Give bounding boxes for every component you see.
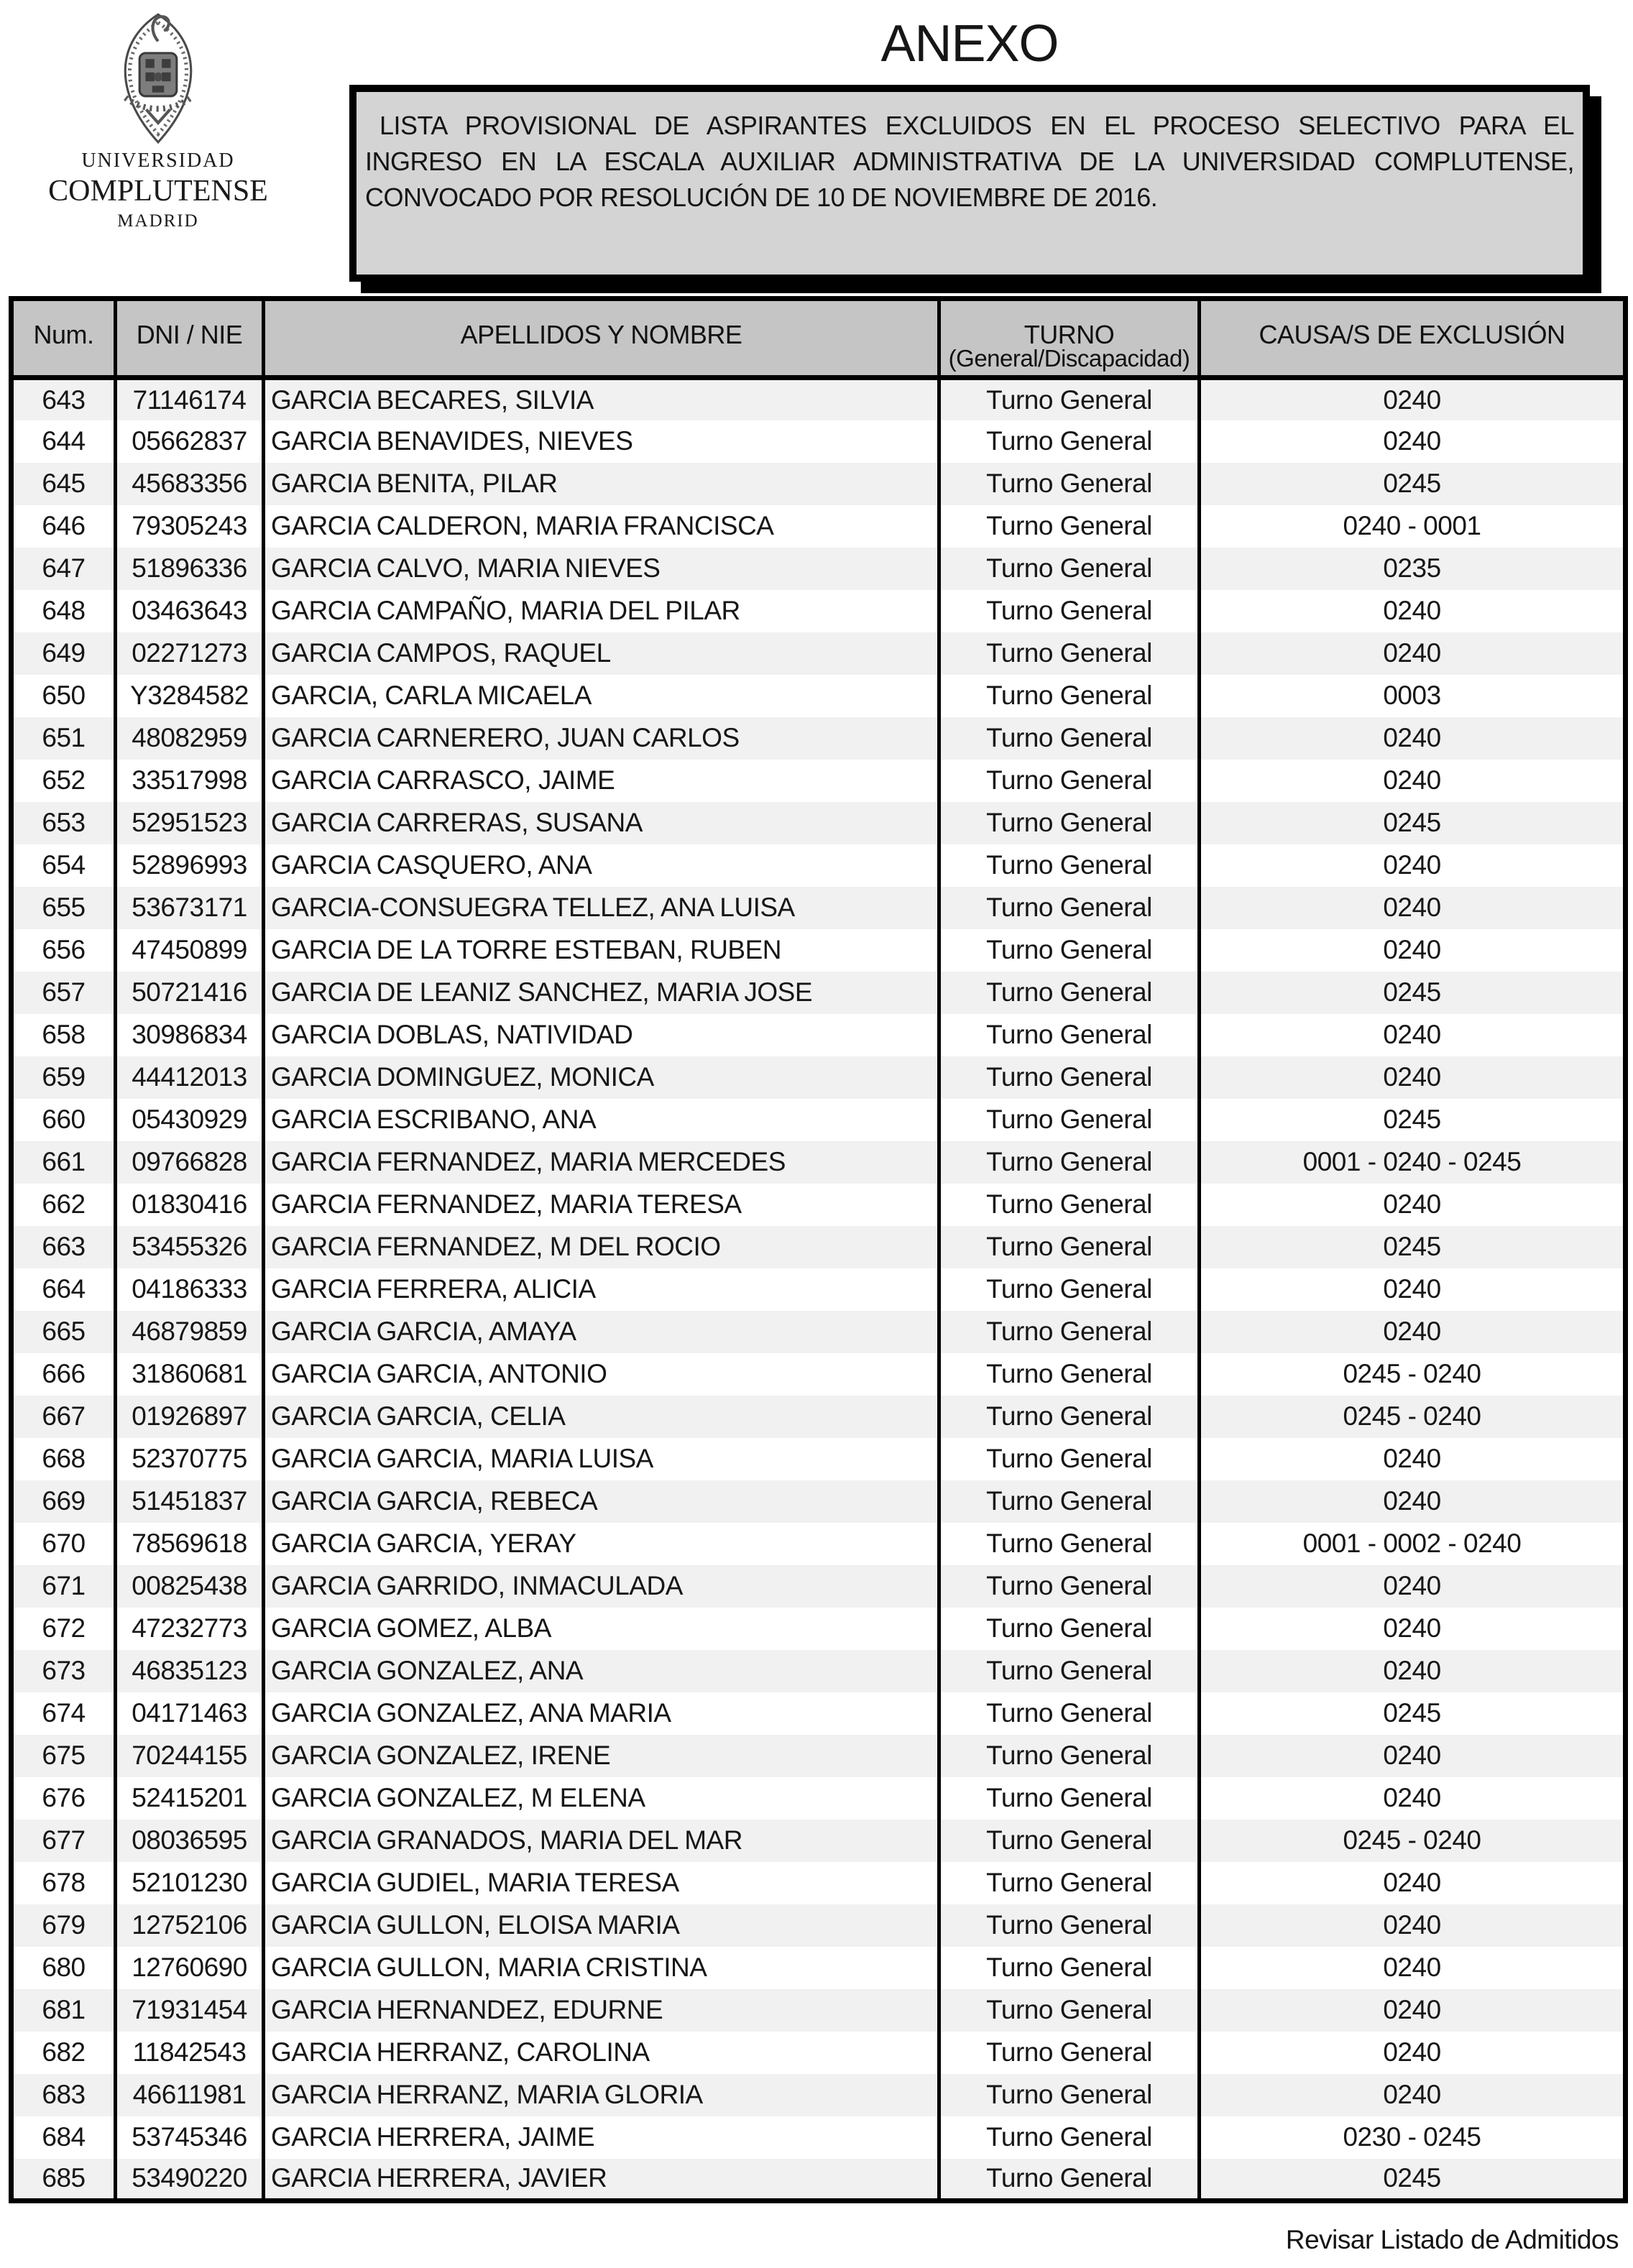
row-causa: 0240 — [1200, 1480, 1626, 1523]
row-causa: 0245 — [1200, 1692, 1626, 1735]
row-num: 648 — [42, 596, 86, 625]
row-causa: 0240 — [1200, 590, 1626, 632]
row-num: 679 — [42, 1910, 86, 1940]
row-causa: 0245 — [1200, 1099, 1626, 1141]
table-row — [12, 972, 1626, 1014]
row-name: GARCIA GARCIA, YERAY — [264, 1523, 939, 1565]
row-num: 675 — [42, 1741, 86, 1770]
row-name: GARCIA FERNANDEZ, MARIA MERCEDES — [264, 1141, 939, 1184]
row-turno: Turno General — [939, 802, 1200, 844]
row-name: GARCIA GARRIDO, INMACULADA — [264, 1565, 939, 1608]
row-turno: Turno General — [939, 1099, 1200, 1141]
table-row — [12, 1056, 1626, 1099]
row-causa: 0240 — [1200, 1565, 1626, 1608]
row-dni: 04171463 — [116, 1692, 264, 1735]
row-dni: 09766828 — [116, 1141, 264, 1184]
row-dni: 50721416 — [116, 972, 264, 1014]
row-num: 674 — [42, 1698, 86, 1728]
row-num: 673 — [42, 1656, 86, 1685]
table-row — [12, 929, 1626, 972]
row-name: GARCIA GULLON, ELOISA MARIA — [264, 1904, 939, 1947]
row-name: GARCIA FERNANDEZ, MARIA TERESA — [264, 1184, 939, 1226]
table-row — [12, 1777, 1626, 1820]
table-row — [12, 1862, 1626, 1904]
table-row — [12, 717, 1626, 760]
row-name: GARCIA CARNERERO, JUAN CARLOS — [264, 717, 939, 760]
row-causa: 0245 — [1200, 2159, 1626, 2201]
row-dni: 53745346 — [116, 2116, 264, 2159]
row-name: GARCIA BECARES, SILVIA — [264, 378, 939, 420]
ucm-seal-icon — [47, 11, 270, 145]
table-row — [12, 1099, 1626, 1141]
row-turno: Turno General — [939, 887, 1200, 929]
row-turno: Turno General — [939, 1226, 1200, 1268]
row-causa: 0240 — [1200, 717, 1626, 760]
excluded-applicants-table — [9, 296, 1628, 2203]
row-causa: 0240 — [1200, 887, 1626, 929]
table-row — [12, 844, 1626, 887]
row-num: 656 — [42, 935, 86, 964]
row-dni: 52370775 — [116, 1438, 264, 1480]
table-row — [12, 548, 1626, 590]
row-causa: 0245 — [1200, 1226, 1626, 1268]
row-causa: 0240 — [1200, 1184, 1626, 1226]
table-row — [12, 1820, 1626, 1862]
row-causa: 0240 — [1200, 929, 1626, 972]
table-row — [12, 675, 1626, 717]
row-num: 662 — [42, 1189, 86, 1219]
row-causa: 0240 — [1200, 844, 1626, 887]
row-dni: 71931454 — [116, 1989, 264, 2032]
row-dni: 46611981 — [116, 2074, 264, 2116]
row-turno: Turno General — [939, 717, 1200, 760]
row-name: GARCIA GONZALEZ, IRENE — [264, 1735, 939, 1777]
row-name: GARCIA GRANADOS, MARIA DEL MAR — [264, 1820, 939, 1862]
row-dni: 48082959 — [116, 717, 264, 760]
table-header-row — [12, 299, 1626, 378]
row-name: GARCIA HERRANZ, MARIA GLORIA — [264, 2074, 939, 2116]
row-name: GARCIA FERRERA, ALICIA — [264, 1268, 939, 1311]
row-causa: 0240 — [1200, 1311, 1626, 1353]
row-turno: Turno General — [939, 2074, 1200, 2116]
row-causa: 0240 — [1200, 2074, 1626, 2116]
row-dni: Y3284582 — [116, 675, 264, 717]
table-row — [12, 1141, 1626, 1184]
row-turno: Turno General — [939, 505, 1200, 548]
row-num: 681 — [42, 1995, 86, 2024]
row-dni: 04186333 — [116, 1268, 264, 1311]
row-causa: 0240 — [1200, 1777, 1626, 1820]
row-name: GARCIA CARRERAS, SUSANA — [264, 802, 939, 844]
row-num: 685 — [42, 2163, 86, 2193]
row-dni: 11842543 — [116, 2032, 264, 2074]
row-name: GARCIA HERNANDEZ, EDURNE — [264, 1989, 939, 2032]
row-num: 664 — [42, 1274, 86, 1304]
row-dni: 02271273 — [116, 632, 264, 675]
row-name: GARCIA GUDIEL, MARIA TERESA — [264, 1862, 939, 1904]
row-num: 669 — [42, 1486, 86, 1516]
row-name: GARCIA DE LEANIZ SANCHEZ, MARIA JOSE — [264, 972, 939, 1014]
notice-line-2: INGRESO EN LA ESCALA AUXILIAR ADMINISTRATIVA DE LA UNIVERSIDAD COMPLUTENSE, — [365, 147, 1574, 176]
row-causa: 0003 — [1200, 675, 1626, 717]
row-dni: 52101230 — [116, 1862, 264, 1904]
table-row — [12, 378, 1626, 420]
row-num: 678 — [42, 1868, 86, 1897]
logo-text-madrid: MADRID — [117, 211, 199, 231]
row-dni: 08036595 — [116, 1820, 264, 1862]
row-turno: Turno General — [939, 1735, 1200, 1777]
row-dni: 46879859 — [116, 1311, 264, 1353]
row-causa: 0240 — [1200, 1735, 1626, 1777]
row-turno: Turno General — [939, 1947, 1200, 1989]
table-row — [12, 2159, 1626, 2201]
row-dni: 00825438 — [116, 1565, 264, 1608]
row-num: 651 — [42, 723, 86, 752]
column-header-turno-label: TURNO — [1024, 320, 1115, 349]
row-turno: Turno General — [939, 760, 1200, 802]
row-name: GARCIA GOMEZ, ALBA — [264, 1608, 939, 1650]
row-name: GARCIA CAMPOS, RAQUEL — [264, 632, 939, 675]
row-name: GARCIA GONZALEZ, ANA MARIA — [264, 1692, 939, 1735]
row-num: 660 — [42, 1105, 86, 1134]
row-causa: 0240 — [1200, 1862, 1626, 1904]
row-turno: Turno General — [939, 1608, 1200, 1650]
row-turno: Turno General — [939, 1184, 1200, 1226]
row-causa: 0240 — [1200, 632, 1626, 675]
row-causa: 0240 — [1200, 378, 1626, 420]
row-num: 661 — [42, 1147, 86, 1176]
table-row — [12, 887, 1626, 929]
row-num: 663 — [42, 1232, 86, 1261]
row-turno: Turno General — [939, 378, 1200, 420]
row-causa: 0235 — [1200, 548, 1626, 590]
row-dni: 53490220 — [116, 2159, 264, 2201]
row-turno: Turno General — [939, 548, 1200, 590]
footer-note: Revisar Listado de Admitidos — [1285, 2225, 1619, 2254]
row-dni: 52951523 — [116, 802, 264, 844]
row-turno: Turno General — [939, 1056, 1200, 1099]
table-row — [12, 1480, 1626, 1523]
row-causa: 0240 — [1200, 420, 1626, 463]
table-row — [12, 1226, 1626, 1268]
table-row — [12, 505, 1626, 548]
row-name: GARCIA GARCIA, AMAYA — [264, 1311, 939, 1353]
row-dni: 70244155 — [116, 1735, 264, 1777]
table-row — [12, 2074, 1626, 2116]
university-logo — [47, 11, 270, 231]
row-turno: Turno General — [939, 1480, 1200, 1523]
row-dni: 51451837 — [116, 1480, 264, 1523]
row-turno: Turno General — [939, 1523, 1200, 1565]
row-turno: Turno General — [939, 1862, 1200, 1904]
row-causa: 0240 — [1200, 1904, 1626, 1947]
row-turno: Turno General — [939, 1565, 1200, 1608]
row-num: 682 — [42, 2037, 86, 2067]
row-num: 657 — [42, 977, 86, 1007]
table-row — [12, 1692, 1626, 1735]
notice-line-1: LISTA PROVISIONAL DE ASPIRANTES EXCLUIDOS EN EL PROCESO SELECTIVO PARA EL — [380, 111, 1574, 140]
row-turno: Turno General — [939, 420, 1200, 463]
row-causa: 0245 - 0240 — [1200, 1396, 1626, 1438]
row-num: 654 — [42, 850, 86, 880]
row-num: 670 — [42, 1529, 86, 1558]
row-num: 680 — [42, 1953, 86, 1982]
row-num: 684 — [42, 2122, 86, 2152]
row-num: 658 — [42, 1020, 86, 1049]
table-row — [12, 1565, 1626, 1608]
row-turno: Turno General — [939, 2159, 1200, 2201]
row-name: GARCIA DE LA TORRE ESTEBAN, RUBEN — [264, 929, 939, 972]
row-name: GARCIA CALDERON, MARIA FRANCISCA — [264, 505, 939, 548]
row-num: 653 — [42, 808, 86, 837]
row-causa: 0240 — [1200, 1014, 1626, 1056]
table-row — [12, 1904, 1626, 1947]
row-name: GARCIA DOMINGUEZ, MONICA — [264, 1056, 939, 1099]
row-name: GARCIA-CONSUEGRA TELLEZ, ANA LUISA — [264, 887, 939, 929]
row-name: GARCIA FERNANDEZ, M DEL ROCIO — [264, 1226, 939, 1268]
table-row — [12, 1353, 1626, 1396]
row-turno: Turno General — [939, 1989, 1200, 2032]
row-dni: 52896993 — [116, 844, 264, 887]
column-header-num: Num. — [12, 299, 116, 378]
row-dni: 05662837 — [116, 420, 264, 463]
row-num: 644 — [42, 426, 86, 456]
row-num: 668 — [42, 1444, 86, 1473]
row-dni: 51896336 — [116, 548, 264, 590]
table-row — [12, 1608, 1626, 1650]
table-row — [12, 632, 1626, 675]
row-turno: Turno General — [939, 1141, 1200, 1184]
row-name: GARCIA GONZALEZ, M ELENA — [264, 1777, 939, 1820]
row-turno: Turno General — [939, 1268, 1200, 1311]
row-num: 671 — [42, 1571, 86, 1600]
table-row — [12, 2116, 1626, 2159]
table-row — [12, 1438, 1626, 1480]
row-turno: Turno General — [939, 632, 1200, 675]
row-dni: 53455326 — [116, 1226, 264, 1268]
logo-text-complutense: COMPLUTENSE — [48, 175, 268, 208]
table-row — [12, 1014, 1626, 1056]
row-dni: 01926897 — [116, 1396, 264, 1438]
notice-box — [349, 85, 1590, 282]
row-causa: 0240 — [1200, 1989, 1626, 2032]
row-turno: Turno General — [939, 1820, 1200, 1862]
row-turno: Turno General — [939, 463, 1200, 505]
row-name: GARCIA ESCRIBANO, ANA — [264, 1099, 939, 1141]
row-name: GARCIA GONZALEZ, ANA — [264, 1650, 939, 1692]
row-name: GARCIA HERRERA, JAIME — [264, 2116, 939, 2159]
row-turno: Turno General — [939, 1438, 1200, 1480]
row-causa: 0245 — [1200, 972, 1626, 1014]
row-name: GARCIA GARCIA, ANTONIO — [264, 1353, 939, 1396]
row-causa: 0001 - 0240 - 0245 — [1200, 1141, 1626, 1184]
row-dni: 79305243 — [116, 505, 264, 548]
row-dni: 53673171 — [116, 887, 264, 929]
row-num: 645 — [42, 469, 86, 498]
row-turno: Turno General — [939, 1396, 1200, 1438]
row-num: 646 — [42, 511, 86, 540]
row-num: 665 — [42, 1317, 86, 1346]
row-name: GARCIA CASQUERO, ANA — [264, 844, 939, 887]
row-num: 667 — [42, 1401, 86, 1431]
row-causa: 0245 - 0240 — [1200, 1820, 1626, 1862]
row-dni: 46835123 — [116, 1650, 264, 1692]
row-turno: Turno General — [939, 590, 1200, 632]
table-row — [12, 1989, 1626, 2032]
row-num: 647 — [42, 553, 86, 583]
row-num: 677 — [42, 1825, 86, 1855]
row-causa: 0240 — [1200, 1438, 1626, 1480]
row-num: 666 — [42, 1359, 86, 1388]
table-row — [12, 760, 1626, 802]
row-name: GARCIA, CARLA MICAELA — [264, 675, 939, 717]
row-name: GARCIA GARCIA, CELIA — [264, 1396, 939, 1438]
row-name: GARCIA BENITA, PILAR — [264, 463, 939, 505]
row-causa: 0240 — [1200, 760, 1626, 802]
row-turno: Turno General — [939, 2116, 1200, 2159]
row-num: 652 — [42, 765, 86, 795]
column-header-causa: CAUSA/S DE EXCLUSIÓN — [1200, 299, 1626, 378]
column-header-name: APELLIDOS Y NOMBRE — [264, 299, 939, 378]
table-row — [12, 420, 1626, 463]
row-turno: Turno General — [939, 1692, 1200, 1735]
row-turno: Turno General — [939, 1353, 1200, 1396]
table-row — [12, 1947, 1626, 1989]
column-header-dni: DNI / NIE — [116, 299, 264, 378]
table-row — [12, 590, 1626, 632]
table-row — [12, 802, 1626, 844]
row-turno: Turno General — [939, 675, 1200, 717]
row-name: GARCIA CALVO, MARIA NIEVES — [264, 548, 939, 590]
table-row — [12, 2032, 1626, 2074]
table-row — [12, 1396, 1626, 1438]
row-dni: 01830416 — [116, 1184, 264, 1226]
logo-text-universidad: UNIVERSIDAD — [81, 149, 235, 172]
table-row — [12, 1650, 1626, 1692]
row-name: GARCIA BENAVIDES, NIEVES — [264, 420, 939, 463]
row-name: GARCIA GULLON, MARIA CRISTINA — [264, 1947, 939, 1989]
row-dni: 47450899 — [116, 929, 264, 972]
row-dni: 31860681 — [116, 1353, 264, 1396]
row-name: GARCIA GARCIA, REBECA — [264, 1480, 939, 1523]
row-name: GARCIA CARRASCO, JAIME — [264, 760, 939, 802]
table-row — [12, 1523, 1626, 1565]
row-num: 649 — [42, 638, 86, 668]
table-row — [12, 1311, 1626, 1353]
row-turno: Turno General — [939, 844, 1200, 887]
row-dni: 30986834 — [116, 1014, 264, 1056]
row-dni: 12760690 — [116, 1947, 264, 1989]
row-turno: Turno General — [939, 1311, 1200, 1353]
row-causa: 0240 — [1200, 1056, 1626, 1099]
row-name: GARCIA DOBLAS, NATIVIDAD — [264, 1014, 939, 1056]
row-turno: Turno General — [939, 1904, 1200, 1947]
row-name: GARCIA HERRANZ, CAROLINA — [264, 2032, 939, 2074]
row-causa: 0240 — [1200, 2032, 1626, 2074]
row-dni: 47232773 — [116, 1608, 264, 1650]
row-num: 676 — [42, 1783, 86, 1812]
row-turno: Turno General — [939, 929, 1200, 972]
row-dni: 05430929 — [116, 1099, 264, 1141]
notice-line-3: CONVOCADO POR RESOLUCIÓN DE 10 DE NOVIEMBRE DE 2016. — [365, 183, 1158, 212]
row-causa: 0240 - 0001 — [1200, 505, 1626, 548]
row-num: 643 — [42, 384, 86, 415]
column-header-turno-sublabel: (General/Discapacidad) — [948, 345, 1190, 372]
row-causa: 0001 - 0002 - 0240 — [1200, 1523, 1626, 1565]
row-dni: 03463643 — [116, 590, 264, 632]
row-causa: 0240 — [1200, 1947, 1626, 1989]
row-dni: 33517998 — [116, 760, 264, 802]
row-dni: 45683356 — [116, 463, 264, 505]
row-name: GARCIA GARCIA, MARIA LUISA — [264, 1438, 939, 1480]
row-dni: 12752106 — [116, 1904, 264, 1947]
row-name: GARCIA CAMPAÑO, MARIA DEL PILAR — [264, 590, 939, 632]
row-turno: Turno General — [939, 1014, 1200, 1056]
row-dni: 52415201 — [116, 1777, 264, 1820]
row-causa: 0230 - 0245 — [1200, 2116, 1626, 2159]
row-num: 672 — [42, 1613, 86, 1643]
row-turno: Turno General — [939, 972, 1200, 1014]
row-turno: Turno General — [939, 1777, 1200, 1820]
table-row — [12, 1184, 1626, 1226]
row-causa: 0240 — [1200, 1608, 1626, 1650]
column-header-turno — [939, 299, 1200, 378]
row-dni: 71146174 — [116, 378, 264, 420]
row-num: 659 — [42, 1062, 86, 1092]
row-causa: 0240 — [1200, 1650, 1626, 1692]
row-causa: 0245 - 0240 — [1200, 1353, 1626, 1396]
table-row — [12, 1735, 1626, 1777]
table-row — [12, 463, 1626, 505]
page-title: ANEXO — [880, 15, 1059, 73]
row-causa: 0240 — [1200, 1268, 1626, 1311]
row-num: 655 — [42, 893, 86, 922]
row-causa: 0245 — [1200, 463, 1626, 505]
row-dni: 78569618 — [116, 1523, 264, 1565]
row-dni: 44412013 — [116, 1056, 264, 1099]
row-turno: Turno General — [939, 1650, 1200, 1692]
table-row — [12, 1268, 1626, 1311]
row-num: 650 — [42, 681, 86, 710]
row-turno: Turno General — [939, 2032, 1200, 2074]
row-num: 683 — [42, 2080, 86, 2109]
row-name: GARCIA HERRERA, JAVIER — [264, 2159, 939, 2201]
row-causa: 0245 — [1200, 802, 1626, 844]
